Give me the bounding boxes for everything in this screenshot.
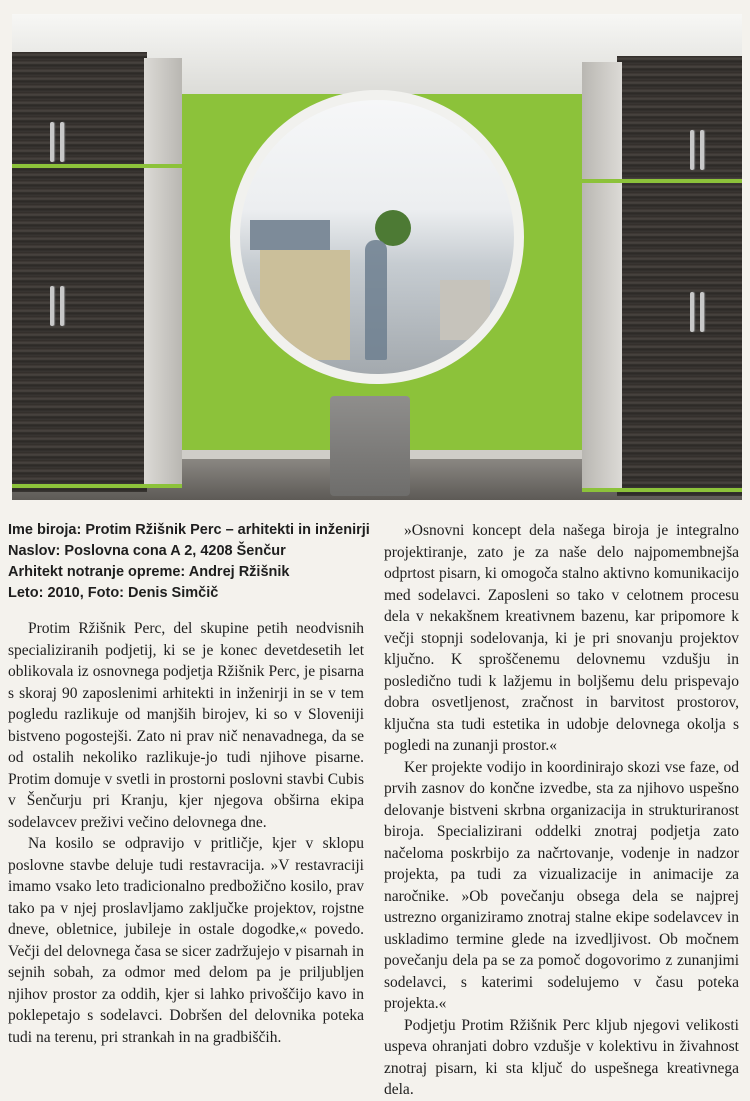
cabinet-handle xyxy=(50,286,54,326)
cabinet-handle xyxy=(60,286,64,326)
cabinet-handle xyxy=(60,122,64,162)
walking-person xyxy=(365,240,387,360)
window-shelf xyxy=(250,220,330,250)
paragraph: Na kosilo se odpravijo v pritličje, kjer v sklopu poslovne stavbe deluje tudi restavracija. »V restavraciji imamo vsako leto tradicionalno predbožično kosilo, prav tako pa v njej proslavljamo zaključke projektov, rojstne dneve, obletnice, jubileje in ostale dogodke,« povedo. Večji del delovnega časa se sicer zadržujejo v pisarnah in sejnih sobah, za odmor med delom pa je priljubljen njihov prostor za oddih, kjer si lahko privoščijo kavo in poklepetajo s sodelavci. Dobršen del delovnika poteka tudi na terenu, pri strankah in na gradbiščih. xyxy=(8,835,364,1046)
cabinet-handle xyxy=(700,130,704,170)
cabinet-handle xyxy=(50,122,54,162)
office-photo xyxy=(12,14,742,500)
interior-architect: Arhitekt notranje opreme: Andrej Ržišnik xyxy=(8,564,290,580)
year-photo-credit: Leto: 2010, Foto: Denis Simčič xyxy=(8,585,219,601)
right-green-stripe-bottom xyxy=(582,488,742,492)
right-column xyxy=(384,520,739,1101)
round-window xyxy=(230,90,524,384)
office-info xyxy=(8,520,370,604)
left-column xyxy=(8,520,370,1048)
left-cabinet xyxy=(12,52,147,492)
paragraph: Podjetju Protim Ržišnik Perc kljub njegovi velikosti uspeva ohranjati dobro vzdušje v kolektivu in živahnost znotraj pisarn, ki sta ključ do uspešnega kreativnega dela. xyxy=(384,1016,739,1098)
left-green-stripe-bottom xyxy=(12,484,182,488)
right-cabinet xyxy=(617,56,742,496)
right-green-stripe xyxy=(582,179,742,183)
window-desk xyxy=(440,280,490,340)
grey-pouf xyxy=(330,396,410,496)
paragraph: »Osnovni koncept dela našega biroja je integralno projektiranje, zato je za naše delo najpomembnejša odprtost pisarn, ki omogoča stalno aktivno komunikacijo med sodelavci. Zaposleni so tako v celotnem procesu dela v nekakšnem kreativnem bazenu, kar pripomore k večji stopnji sodelovanja, ki je pri snovanju projektov ključno. K sproščenemu delovnemu vzdušju in posledično tudi k lažjemu in boljšemu delu prispevajo dobra osvetljenost, zračnost in barvitost prostorov, ključna sta tudi estetika in udobje delovnega okolja s pogledi na zunanji prostor.« xyxy=(384,522,739,754)
paragraph: Protim Ržišnik Perc, del skupine petih neodvisnih specializiranih podjetij, ki se je konec devetdesetih let oblikovala iz osnovnega podjetja Ržišnik Perc, je pisarna s skoraj 90 zaposlenimi arhitekti in inženirji in se v tem pogledu razlikuje od manjših birojev, ki so v Sloveniji bistveno pogostejši. Zato ni prav nič nenavadnega, da se od ostalih nekoliko razlikuje-jo tudi njihove pisarne. Protim domuje v svetli in prostorni poslovni stavbi Cubis v Šenčurju pri Kranju, kjer njegova obširna ekipa sodelavcev preživi večino delovnega dne. xyxy=(8,620,364,831)
paragraph: Ker projekte vodijo in koordinirajo skozi vse faze, od prvih zasnov do končne izvedbe, sta za njihovo uspešno delovanje bistveni skrbna organizacija in strukturiranost biroja. Specializirani oddelki znotraj podjetja zato načeloma poskrbijo za načrtovanje, vodenje in nadzor projekta, pa tudi za vizualizacije in animacije za naročnike. »Ob povečanju obsega dela se najprej ustrezno organiziramo znotraj stalne ekipe sodelavcev in uskladimo termine glede na izvedljivost. Ob močnem povečanju dela pa se za pomoč dogovorimo z zunanjimi sodelavci, s katerimi sodelujemo v času poteka projekta.« xyxy=(384,758,739,1012)
right-cabinet-side xyxy=(582,62,622,488)
office-address: Naslov: Poslovna cona A 2, 4208 Šenčur xyxy=(8,543,286,559)
office-name: Ime biroja: Protim Ržišnik Perc – arhitekti in inženirji xyxy=(8,522,370,538)
left-green-stripe xyxy=(12,164,182,168)
cabinet-handle xyxy=(690,292,694,332)
cabinet-handle xyxy=(690,130,694,170)
left-cabinet-side xyxy=(144,58,182,488)
window-partition xyxy=(260,250,350,360)
cabinet-handle xyxy=(700,292,704,332)
